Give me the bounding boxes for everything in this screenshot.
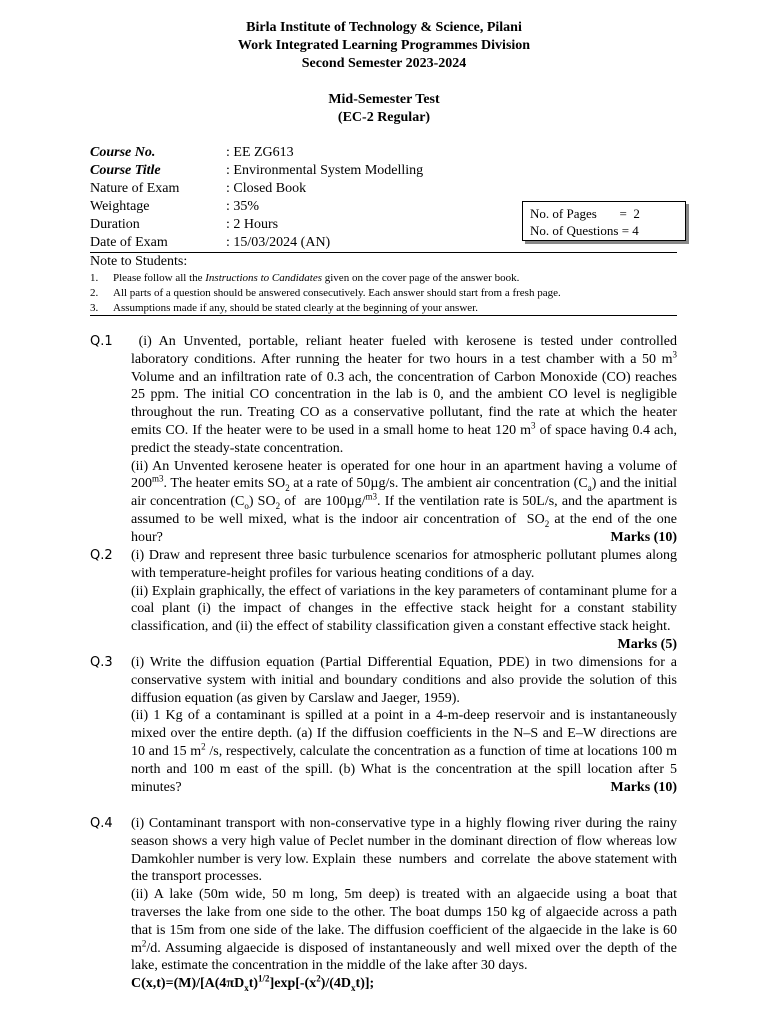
q2-marks: Marks (5) <box>617 636 677 652</box>
division-name: Work Integrated Learning Programmes Division <box>237 38 531 53</box>
duration-value: : 2 Hours <box>226 217 279 232</box>
notes-list <box>90 271 690 316</box>
weightage-label: Weightage <box>90 199 150 214</box>
course-title-value: : Environmental System Modelling <box>226 163 424 178</box>
question-number: Q.2 <box>90 548 113 563</box>
questions-count: No. of Questions = 4 <box>530 223 639 238</box>
weightage-value: : 35% <box>226 199 260 214</box>
question-number: Q.3 <box>90 655 113 670</box>
test-title: Mid-Semester Test <box>328 92 440 107</box>
semester: Second Semester 2023-2024 <box>301 56 467 71</box>
question-2-body: (i) Draw and represent three basic turbulence scenarios for atmospheric pollutant plumes along with temperature-height profiles for various heating conditions of a day. (ii) Explain graphically, the effect of variations in the key parameters of contaminant plume for a coal plant (i) the impact of changes in the effective stack height for a constant stability classification, and (ii) the effect of stability classification given a constant effective stack height. Marks (5) <box>131 548 677 652</box>
question-number: Q.4 <box>90 816 113 831</box>
question-4-body: (i) Contaminant transport with non-conservative type in a highly flowing river during the rainy season shows a very high value of Peclet number in the dominant direction of flow whereas low Damkohler number is very low. Explain these numbers and correlate the above statement with the transport processes. (ii) A lake (50m wide, 50 m long, 5m deep) is treated with an algaecide using a boat that traverses the lake from one side to the other. The boat dumps 150 kg of algaecide across a path that is 15m from one side of the lake. The diffusion coefficient of the algaecide in the lake is 60 $m^2/d$. Assuming algaecide is disposed of instantaneously and well mixed over the depth of the lake, estimate the concentration in the middle of the lake after 30 days. $C(x,t)=(M)/[A(4\pi D_xt)^{1/2}]\exp[-(x^2)/(4D_xt)]$; <box>131 816 677 993</box>
course-no-value: : EE ZG613 <box>226 145 294 160</box>
divider-bottom <box>90 315 677 316</box>
note-item: 1. Please follow all the Instructions to Candidates given on the cover page of the answer book. <box>90 272 520 284</box>
note-item: 2. All parts of a question should be answered consecutively. Each answer should start from a fresh page. <box>90 287 561 299</box>
note-item: 3. Assumptions made if any, should be stated clearly at the beginning of your answer. <box>90 302 478 314</box>
course-title-label: Course Title <box>90 163 161 178</box>
institute-name: Birla Institute of Technology & Science, Pilani <box>246 20 522 35</box>
pages-count: No. of Pages = 2 <box>530 206 640 221</box>
divider-top <box>90 252 677 253</box>
date-label: Date of Exam <box>90 235 168 250</box>
question-1-body: (i) An Unvented, portable, reliant heater fueled with kerosene is tested under controlled laboratory conditions. After running the heater for two hours in a test chamber with a 50 $m^3$ Volume and an infiltration rate of 0.3 ach, the concentration of Carbon Monoxide (CO) reaches 25 ppm. The initial CO concentration in the lab is 0, and the ambient CO level is negligible throughout the run. Treating CO as a conservative pollutant, find the rate at which the heater emits CO. If the heater were to be used in a small home to heat 120 $m^3$ of space having 0.4 ach, predict the steady-state concentration. (ii) An Unvented kerosene heater is operated for one hour in an apartment having a volume of $200^{m3}$. The heater emits $SO_2$ at a rate of 50µg/s. The ambient air concentration $(C_a)$ and the initial air concentration $(C_o)$ $SO_2$ of are 100µg/$^{m3}$. If the ventilation rate is 50L/s, and the apartment is assumed to be well mixed, what is the indoor air concentration of $SO_2$ at the end of the one hour? Marks (10) <box>131 334 678 545</box>
question-number: Q.1 <box>90 334 113 349</box>
formula: $C(x,t)=(M)/[A(4\pi D_xt)^{1/2}]\exp[-(x^2)/(4D_xt)]$; <box>131 973 375 993</box>
question-3-body: (i) Write the diffusion equation (Partial Differential Equation, PDE) in two dimensions for a conservative system with initial and boundary conditions and also provide the solution of this diffusion equation (as given by Carslaw and Jaeger, 1959). (ii) 1 Kg of a contaminant is spilled at a point in a 4-m-deep reservoir and is instantaneously mixed over the entire depth. (a) If the diffusion coefficients in the N–S and E–W directions are 10 and 15 $m^2$ /s, respectively, calculate the concentration as a function of time at locations 100 m north and 100 m east of the spill. (b) What is the concentration at the spill location after 5 minutes? Marks (10) <box>131 655 677 795</box>
nature-label: Nature of Exam <box>90 181 180 196</box>
test-subtitle: (EC-2 Regular) <box>337 110 431 125</box>
course-no-label: Course No. <box>90 145 156 160</box>
q3-marks: Marks (10) <box>610 779 677 795</box>
date-value: : 15/03/2024 (AN) <box>226 235 331 250</box>
q1-marks: Marks (10) <box>610 529 677 545</box>
pages-info-box <box>522 201 686 241</box>
notes-heading: Note to Students: <box>90 254 188 269</box>
nature-value: : Closed Book <box>226 181 307 196</box>
duration-label: Duration <box>90 217 140 232</box>
